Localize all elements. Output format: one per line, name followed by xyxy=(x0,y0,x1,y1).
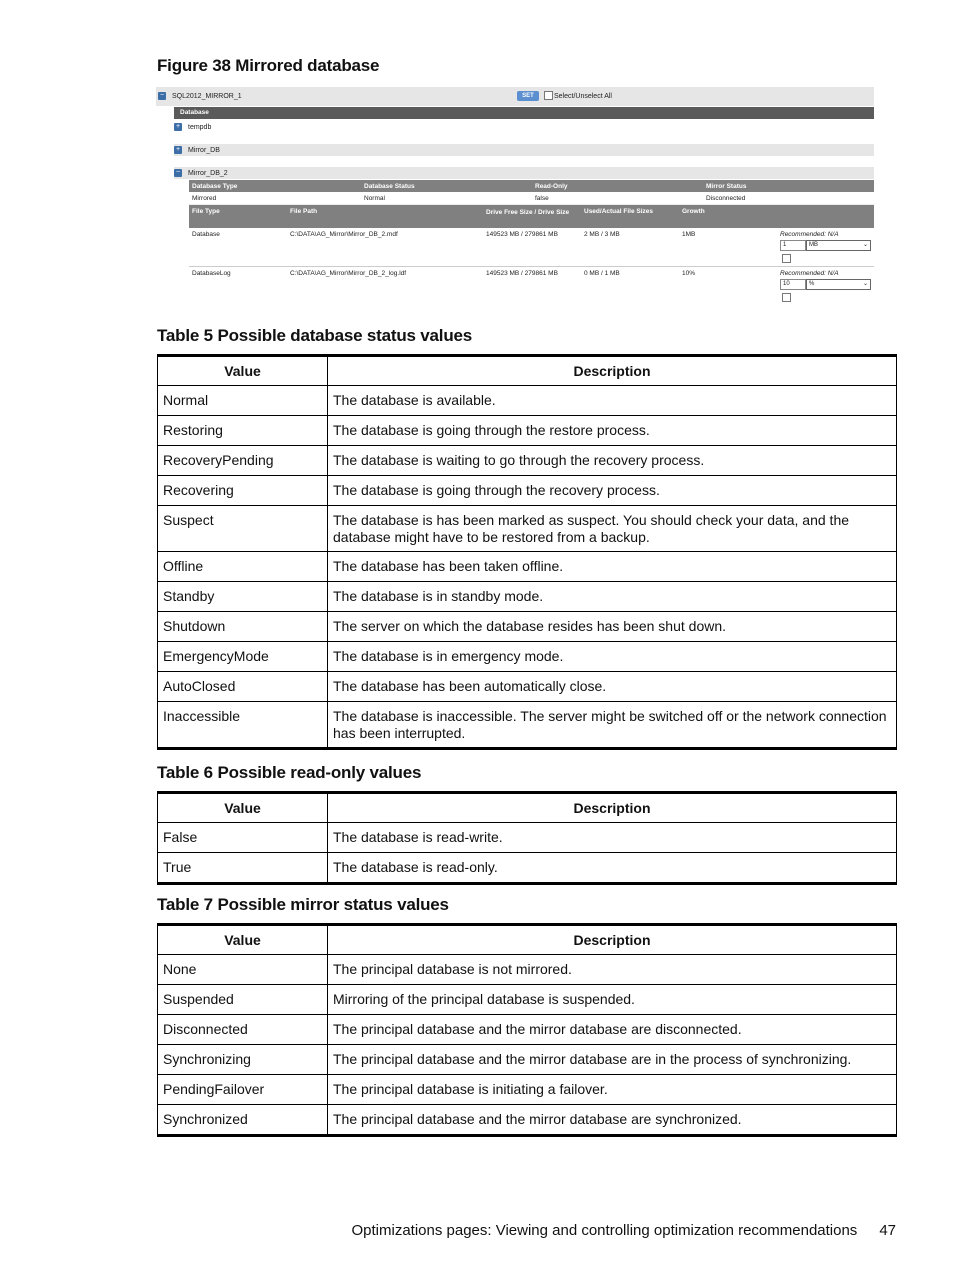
page-number: 47 xyxy=(879,1222,896,1239)
table7-caption: Table 7 Possible mirror status values xyxy=(157,895,449,914)
table-row: Standby The database is in standby mode. xyxy=(158,582,897,612)
table-row: Suspended Mirroring of the principal database is suspended. xyxy=(158,985,897,1015)
table6-caption: Table 6 Possible read-only values xyxy=(157,763,422,782)
database-name: tempdb xyxy=(188,124,212,131)
growth-unit-select[interactable]: % ⌄ xyxy=(806,279,871,290)
file-row: Database C:\DATA\AG_Mirror\Mirror_DB_2.mdf 149523 MB / 279861 MB 2 MB / 3 MB 1MB Recommended: N/A 1 MB ⌄ xyxy=(189,228,874,267)
footer-text: Optimizations pages: Viewing and controlling optimization recommendations xyxy=(351,1222,858,1239)
status-header-row: Database Type Database Status Read-Only Mirror Status xyxy=(189,180,874,192)
database-header: Database xyxy=(174,107,874,119)
description-header: Description xyxy=(328,925,897,955)
select-all-checkbox[interactable] xyxy=(544,91,553,100)
chevron-down-icon: ⌄ xyxy=(862,242,868,248)
value-header: Value xyxy=(158,356,328,386)
value-header: Value xyxy=(158,793,328,823)
table-row: AutoClosed The database has been automatically close. xyxy=(158,672,897,702)
file-row: DatabaseLog C:\DATA\AG_Mirror\Mirror_DB_2_log.ldf 149523 MB / 279861 MB 0 MB / 1 MB 10% Recommended: N/A 10 % ⌄ xyxy=(189,267,874,304)
file-header-row: File Type File Path Drive Free Size / Drive Size Used/Actual File Sizes Growth xyxy=(189,205,874,228)
collapse-icon[interactable]: − xyxy=(175,169,181,176)
table-row: Offline The database has been taken offline. xyxy=(158,552,897,582)
table-row: Recovering The database is going through the recovery process. xyxy=(158,476,897,506)
description-header: Description xyxy=(328,793,897,823)
instance-row xyxy=(156,87,874,106)
table-row: Shutdown The server on which the database resides has been shut down. xyxy=(158,612,897,642)
set-button[interactable]: SET xyxy=(517,91,539,101)
table-row: Synchronizing The principal database and the mirror database are in the process of synchronizing. xyxy=(158,1045,897,1075)
expand-icon[interactable]: + xyxy=(175,123,181,130)
table-row: PendingFailover The principal database is initiating a failover. xyxy=(158,1075,897,1105)
table-row: Normal The database is available. xyxy=(158,386,897,416)
table-row: None The principal database is not mirrored. xyxy=(158,955,897,985)
value-header: Value xyxy=(158,925,328,955)
table-row: False The database is read-write. xyxy=(158,823,897,853)
status-values-row: Mirrored Normal false Disconnected xyxy=(189,192,874,204)
table-row: True The database is read-only. xyxy=(158,853,897,884)
instance-name: SQL2012_MIRROR_1 xyxy=(172,93,242,100)
table5-caption: Table 5 Possible database status values xyxy=(157,326,473,345)
table5 xyxy=(157,354,897,750)
growth-input[interactable]: 10 xyxy=(780,279,806,290)
table7 xyxy=(157,923,897,1137)
table-row: RecoveryPending The database is waiting to go through the recovery process. xyxy=(158,446,897,476)
table-row: Restoring The database is going through the restore process. xyxy=(158,416,897,446)
figure-caption: Figure 38 Mirrored database xyxy=(157,56,380,75)
table-row: EmergencyMode The database is in emergency mode. xyxy=(158,642,897,672)
database-row xyxy=(174,144,874,156)
table6 xyxy=(157,791,897,885)
page-footer xyxy=(351,1222,896,1239)
growth-input[interactable]: 1 xyxy=(780,240,806,251)
file-checkbox[interactable] xyxy=(782,293,791,302)
chevron-down-icon: ⌄ xyxy=(862,281,868,287)
table-row: Disconnected The principal database and the mirror database are disconnected. xyxy=(158,1015,897,1045)
table-row: Inaccessible The database is inaccessible. The server might be switched off or the network connection has been interrupted. xyxy=(158,702,897,749)
expand-icon[interactable]: + xyxy=(175,146,181,153)
table-row: Suspect The database is has been marked as suspect. You should check your data, and the database might have to be restored from a backup. xyxy=(158,506,897,552)
table-row: Synchronized The principal database and the mirror database are synchronized. xyxy=(158,1105,897,1136)
collapse-icon[interactable]: − xyxy=(159,92,165,99)
description-header: Description xyxy=(328,356,897,386)
mirrored-database-figure xyxy=(156,87,874,304)
growth-unit-select[interactable]: MB ⌄ xyxy=(806,240,871,251)
database-name: Mirror_DB xyxy=(188,147,220,154)
database-name: Mirror_DB_2 xyxy=(188,170,228,177)
select-all-label: Select/Unselect All xyxy=(554,93,612,100)
file-checkbox[interactable] xyxy=(782,254,791,263)
database-row xyxy=(174,167,874,179)
